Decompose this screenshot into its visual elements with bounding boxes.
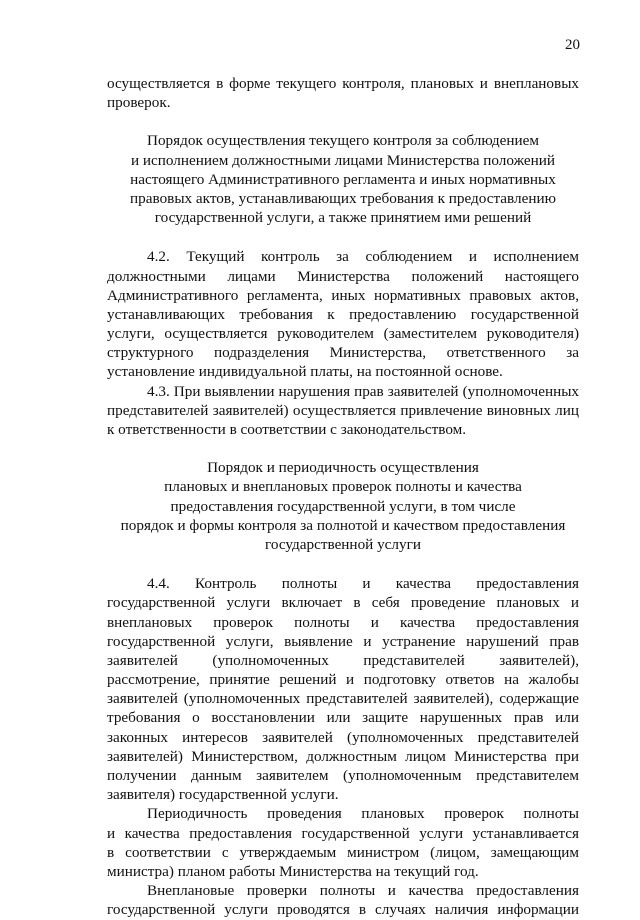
text-line: в соответствии с утверждаемым министром (лицом, замещающим xyxy=(107,843,579,861)
text-line: структурного подразделения Министерства, ответственного за xyxy=(107,344,579,362)
intro-paragraph xyxy=(107,74,579,112)
section-heading-current-control xyxy=(107,131,579,227)
heading-line: предоставления государственной услуги, в том числе xyxy=(170,497,516,515)
paragraph-4-3 xyxy=(107,382,579,440)
text-line: должностными лицами Министерства положений настоящего xyxy=(107,267,579,285)
text-line: государственной услуги включает в себя проведение плановых и xyxy=(107,594,579,612)
page-content xyxy=(107,74,579,920)
text-line: заявителя) государственной услуги. xyxy=(107,786,339,804)
heading-line: и исполнением должностными лицами Министерства положений xyxy=(130,151,556,169)
text-line: представителей заявителей) осуществляется привлечение виновных лиц xyxy=(107,401,579,419)
text-line: 4.2. Текущий контроль за соблюдением и исполнением xyxy=(147,248,579,266)
text-line: Административного регламента, иных нормативных правовых актов, xyxy=(107,286,579,304)
text-line: заявителей) Министерством, должностным лицом Министерства при xyxy=(107,747,579,765)
text-line: требования о восстановлении или защите нарушенных прав или xyxy=(107,709,579,727)
text-line: рассмотрение, принятие решений и подготовку ответов на жалобы xyxy=(107,671,579,689)
paragraph-4-4 xyxy=(107,574,579,804)
text-line: и качества предоставления государственной услуги устанавливается xyxy=(107,824,579,842)
text-line: Периодичность проведения плановых проверок полноты xyxy=(147,805,579,823)
text-line: проверок. xyxy=(107,94,171,112)
heading-line: порядок и формы контроля за полнотой и качеством предоставления xyxy=(120,516,566,534)
text-line: внеплановых проверок полноты и качества предоставления xyxy=(107,613,579,631)
text-line: к ответственности в соответствии с законодательством. xyxy=(107,421,467,438)
text-line: государственной услуги проводятся в случаях наличия информации xyxy=(107,901,579,919)
heading-line: государственной услуги, а также принятием ими решений xyxy=(154,209,532,227)
text-line: получении данным заявителем (уполномоченным представителем xyxy=(107,767,579,784)
heading-line: плановых и внеплановых проверок полноты и качества xyxy=(164,478,522,496)
text-line: 4.4. Контроль полноты и качества предоставления xyxy=(147,575,579,593)
heading-line: государственной услуги xyxy=(265,535,421,553)
page-number: 20 xyxy=(565,37,580,53)
section-heading-inspections xyxy=(107,458,579,554)
text-line: государственной услуги, выявление и устранение нарушений прав xyxy=(107,632,579,650)
text-line: 4.3. При выявлении нарушения прав заявителей (уполномоченных xyxy=(147,382,579,400)
text-line: заявителей (уполномоченных представителей заявителей), содержащие xyxy=(107,690,579,708)
paragraph-periodicity xyxy=(107,804,579,881)
paragraph-4-2 xyxy=(107,247,579,381)
text-line: услуги, осуществляется руководителем (заместителем руководителя) xyxy=(107,325,579,343)
paragraph-unscheduled xyxy=(107,881,579,919)
text-line: министра) планом работы Министерства на текущий год. xyxy=(107,862,479,880)
text-line: заявителей (уполномоченных представителей заявителей), xyxy=(107,651,579,669)
text-line: законных интересов заявителей (уполномоченных представителей xyxy=(107,728,579,746)
heading-line: настоящего Административного регламента и иных нормативных xyxy=(130,170,556,188)
heading-line: Порядок осуществления текущего контроля за соблюдением xyxy=(146,132,540,150)
text-line: Внеплановые проверки полноты и качества предоставления xyxy=(147,882,579,900)
text-line: осуществляется в форме текущего контроля, плановых и внеплановых xyxy=(107,75,579,92)
text-line: устанавливающих требования к предоставлению государственной xyxy=(107,305,579,323)
heading-line: правовых актов, устанавливающих требования к предоставлению xyxy=(130,189,556,207)
text-line: установление индивидуальной платы, на постоянной основе. xyxy=(107,363,503,381)
heading-line: Порядок и периодичность осуществления xyxy=(207,459,479,477)
